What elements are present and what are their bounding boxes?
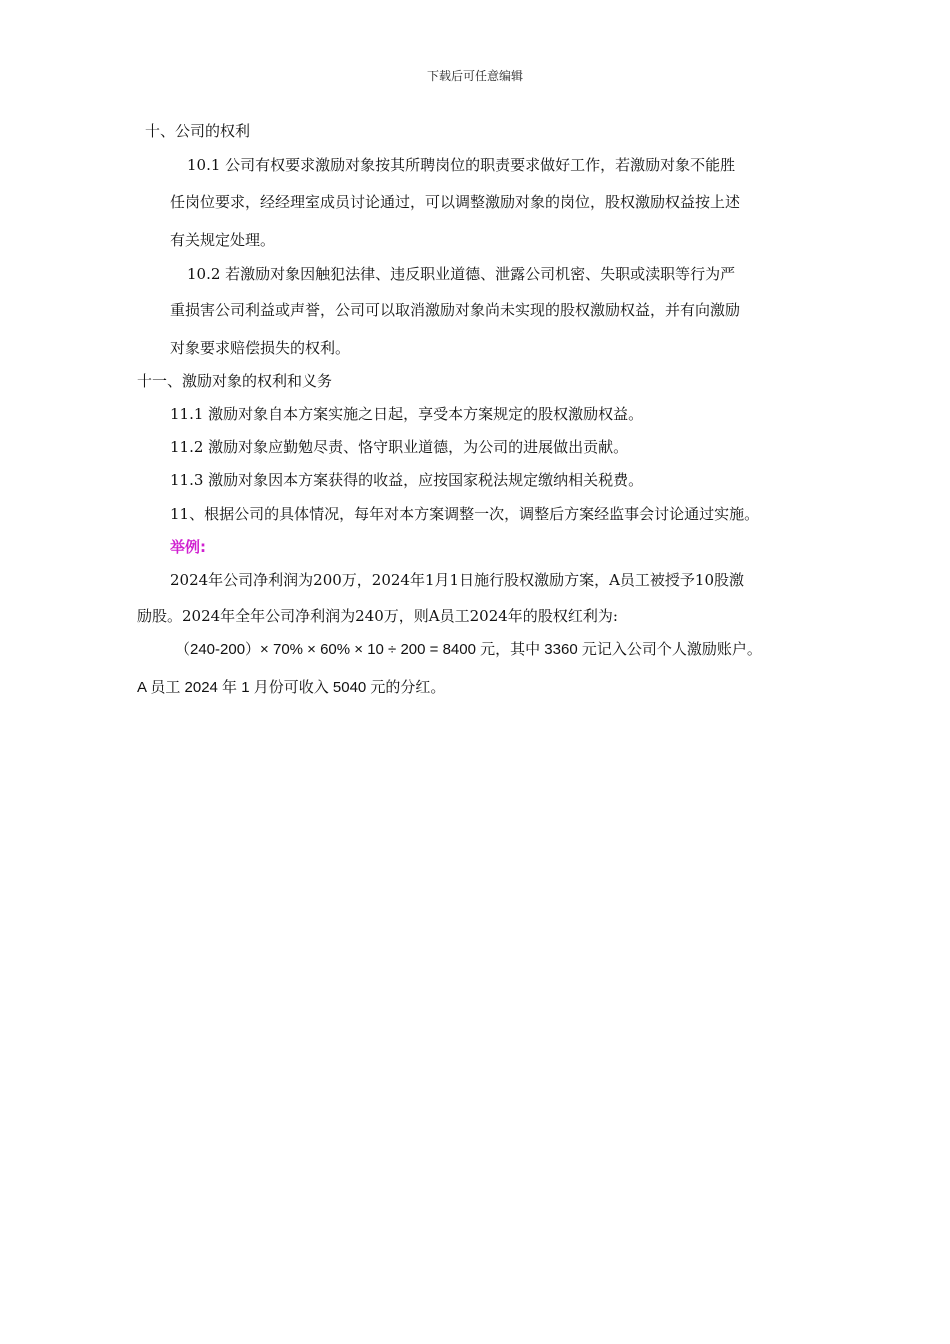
clause-11-1: 11.1 激励对象自本方案实施之日起，享受本方案规定的股权激励权益。 — [170, 405, 644, 423]
example-calculation: （240-200）× 70% × 60% × 10 ÷ 200 = 8400 元，其中 3360 元记入公司个人激励账户。 — [175, 641, 762, 658]
page-header: 下载后可任意编辑 — [426, 69, 523, 83]
example-line-1: 2024年公司净利润为200万，2024年1月1日施行股权激励方案，A员工被授予10股激 — [170, 571, 744, 589]
clause-11-3: 11.3 激励对象因本方案获得的收益，应按国家税法规定缴纳相关税费。 — [170, 471, 644, 489]
clause-10-2-line-2: 重损害公司利益或声誉，公司可以取消激励对象尚未实现的股权激励权益，并有向激励 — [170, 301, 741, 319]
clause-10-1-line-2: 任岗位要求，经经理室成员讨论通过，可以调整激励对象的岗位，股权激励权益按上述 — [170, 193, 741, 211]
example-label: 举例: — [170, 538, 206, 556]
example-line-4: A 员工 2024 年 1 月份可收入 5040 元的分红。 — [137, 679, 446, 696]
clause-10-1-line-3: 有关规定处理。 — [170, 231, 276, 249]
clause-10-1-line-1: 10.1 公司有权要求激励对象按其所聘岗位的职责要求做好工作，若激励对象不能胜 — [187, 156, 736, 174]
section-11-title: 十一、激励对象的权利和义务 — [137, 372, 333, 390]
clause-10-2-line-3: 对象要求赔偿损失的权利。 — [170, 339, 351, 357]
section-10-title: 十、公司的权利 — [145, 122, 251, 140]
clause-11-4: 11、根据公司的具体情况，每年对本方案调整一次，调整后方案经监事会讨论通过实施。 — [170, 505, 760, 523]
clause-11-2: 11.2 激励对象应勤勉尽责、恪守职业道德，为公司的进展做出贡献。 — [170, 438, 629, 456]
example-line-2: 励股。2024年全年公司净利润为240万，则A员工2024年的股权红利为: — [137, 607, 618, 625]
clause-10-2-line-1: 10.2 若激励对象因触犯法律、违反职业道德、泄露公司机密、失职或渎职等行为严 — [187, 265, 736, 283]
